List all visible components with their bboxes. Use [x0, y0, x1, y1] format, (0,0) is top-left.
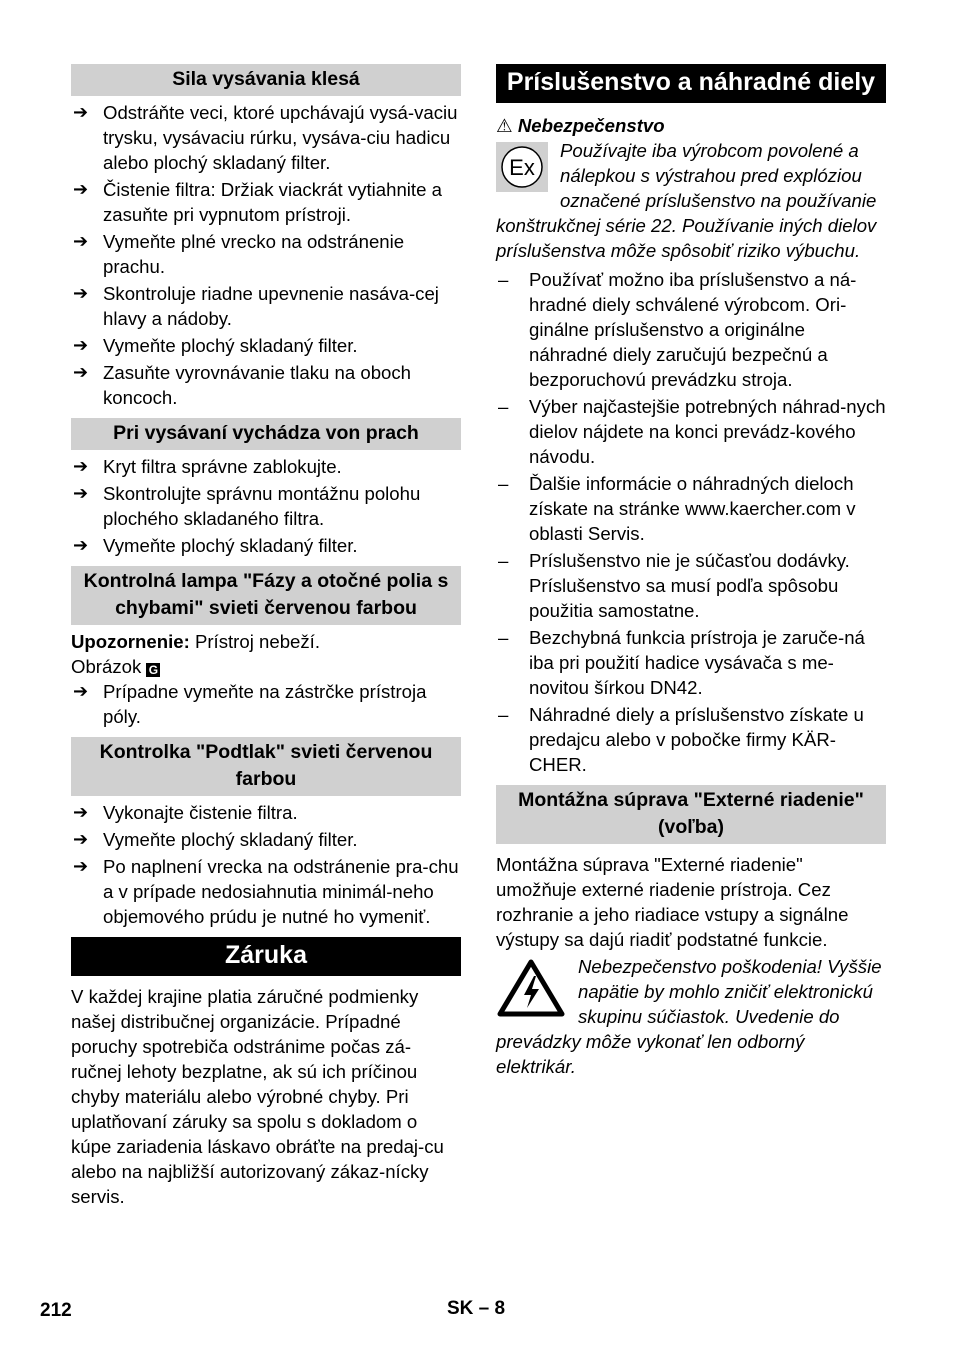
- suction-drops-list: [71, 100, 461, 410]
- danger-text: Používajte iba výrobcom povolené a nálepkou s výstrahou pred explóziou označené príslušenstvo na používanie konštrukčnej série 22. Používanie iných dielov príslušenstva môže spôsobiť riziko výbuchu.: [496, 140, 877, 261]
- arrow-icon: ➔: [73, 829, 89, 849]
- dust-escapes-list: [71, 454, 461, 558]
- section-title-external-control: Montážna súprava "Externé riadenie" (voľba): [496, 785, 886, 844]
- arrow-icon: ➔: [73, 102, 89, 122]
- danger-heading: ⚠ Nebezpečenstvo: [496, 115, 665, 136]
- list-item: ➔ Skontroluje riadne upevnenie nasáva-cej hlavy a nádoby.: [73, 283, 439, 329]
- list-item: ➔ Čistenie filtra: Držiak viackrát vytiahnite a zasuňte pri vypnutom prístroji.: [73, 179, 442, 225]
- accessories-list: [496, 267, 886, 777]
- list-item: – Bezchybná funkcia prístroja je zaruče-ná iba pri použití hadice vysávača s me-novitou šírkou DN42.: [498, 627, 865, 698]
- section-title-warranty: Záruka: [71, 937, 461, 976]
- section-title-suction-drops: Sila vysávania klesá: [71, 64, 461, 96]
- right-column: [496, 64, 886, 1079]
- warning-triangle-icon: ⚠: [496, 115, 513, 136]
- arrow-icon: ➔: [73, 283, 89, 303]
- figure-reference: Obrázok G: [71, 654, 461, 679]
- list-item: ➔ Vymeňte plochý skladaný filter.: [73, 829, 358, 850]
- section-title-dust-escapes: Pri vysávaní vychádza von prach: [71, 418, 461, 450]
- arrow-icon: ➔: [73, 231, 89, 251]
- danger-block: [496, 138, 886, 263]
- page-number: 212: [40, 1300, 72, 1321]
- ex-icon: [496, 142, 548, 192]
- list-item: ➔ Vymeňte plochý skladaný filter.: [73, 335, 358, 356]
- list-item: ➔ Prípadne vymeňte na zástrčke prístroja póly.: [73, 681, 427, 727]
- arrow-icon: ➔: [73, 335, 89, 355]
- list-item: ➔ Vykonajte čistenie filtra.: [73, 802, 298, 823]
- arrow-icon: ➔: [73, 681, 89, 701]
- arrow-icon: ➔: [73, 362, 89, 382]
- note-line: Upozornenie: Prístroj nebeží.: [71, 631, 321, 652]
- arrow-icon: ➔: [73, 856, 89, 876]
- arrow-icon: ➔: [73, 179, 89, 199]
- list-item: – Príslušenstvo nie je súčasťou dodávky. Príslušenstvo sa musí podľa spôsobu použitia samostatne.: [498, 550, 850, 621]
- section-title-phase-lamp: Kontrolná lampa "Fázy a otočné polia s chybami" svieti červenou farbou: [71, 566, 461, 625]
- list-item: – Ďalšie informácie o náhradných dieloch získate na stránke www.kaercher.com v oblasti Servis.: [498, 473, 856, 544]
- list-item: ➔ Odstráňte veci, ktoré upchávajú vysá-vaciu trysku, vysávaciu rúrku, vysáva-ciu hadicu alebo plochý skladaný filter.: [73, 102, 458, 173]
- figure-letter-badge: G: [146, 663, 160, 677]
- section-title-vacuum-lamp: Kontrolka "Podtlak" svieti červenou farbou: [71, 737, 461, 796]
- arrow-icon: ➔: [73, 456, 89, 476]
- left-column: [71, 64, 461, 1209]
- external-control-text: Montážna súprava "Externé riadenie" umožňuje externé riadenie prístroja. Cez rozhranie a jeho riadiace vstupy a signálne výstupy sa dajú riadiť podstatné funkcie.: [496, 854, 849, 950]
- list-item: ➔ Zasuňte vyrovnávanie tlaku na oboch koncoch.: [73, 362, 412, 408]
- list-item: ➔ Kryt filtra správne zablokujte.: [73, 456, 342, 477]
- vacuum-lamp-list: [71, 800, 461, 929]
- list-item: – Výber najčastejšie potrebných náhrad-nych dielov nájdete na konci prevádz-kového návodu.: [498, 396, 886, 467]
- voltage-warning-block: [496, 954, 886, 1079]
- arrow-icon: ➔: [73, 802, 89, 822]
- ex-icon-label: Ex: [509, 155, 535, 180]
- voltage-warning-text: Nebezpečenstvo poškodenia! Vyššie napätie by mohlo zničiť elektronickú skupinu súčiastok. Uvedenie do prevádzky môže vykonať len odborný elektrikár.: [496, 956, 882, 1077]
- list-item: ➔ Skontrolujte správnu montážnu polohu plochého skladaného filtra.: [73, 483, 421, 529]
- list-item: – Náhradné diely a príslušenstvo získate u predajcu alebo v pobočke firmy KÄR-CHER.: [498, 704, 864, 775]
- list-item: ➔ Vymeňte plné vrecko na odstránenie prachu.: [73, 231, 405, 277]
- phase-lamp-list: [71, 679, 461, 729]
- language-page-label: SK – 8: [447, 1298, 506, 1319]
- arrow-icon: ➔: [73, 535, 89, 555]
- list-item: ➔ Po naplnení vrecka na odstránenie pra-chu a v prípade nedosiahnutia minimál-neho objemového prúdu je nutné ho vymeniť.: [73, 856, 459, 927]
- high-voltage-icon: [496, 958, 566, 1018]
- list-item: ➔ Vymeňte plochý skladaný filter.: [73, 535, 358, 556]
- section-title-accessories: Príslušenstvo a náhradné diely: [496, 64, 886, 103]
- list-item: – Používať možno iba príslušenstvo a ná-hradné diely schválené výrobcom. Ori-ginálne príslušenstvo a originálne náhradné diely zaručujú bezpečnú a bezporuchovú prevádzku stroja.: [498, 269, 857, 390]
- arrow-icon: ➔: [73, 483, 89, 503]
- warranty-text: V každej krajine platia záručné podmienky našej distribučnej organizácie. Prípadné poruchy spotrebiča odstránime počas zá-ručnej lehoty bezplatne, ak sú ich príčinou chyby materiálu alebo výrobné chyby. Pri uplatňovaní záruky sa spolu s dokladom o kúpe zariadenia láskavo obráťte na predaj-cu alebo na najbližší autorizovaný zákaz-nícky servis.: [71, 986, 444, 1207]
